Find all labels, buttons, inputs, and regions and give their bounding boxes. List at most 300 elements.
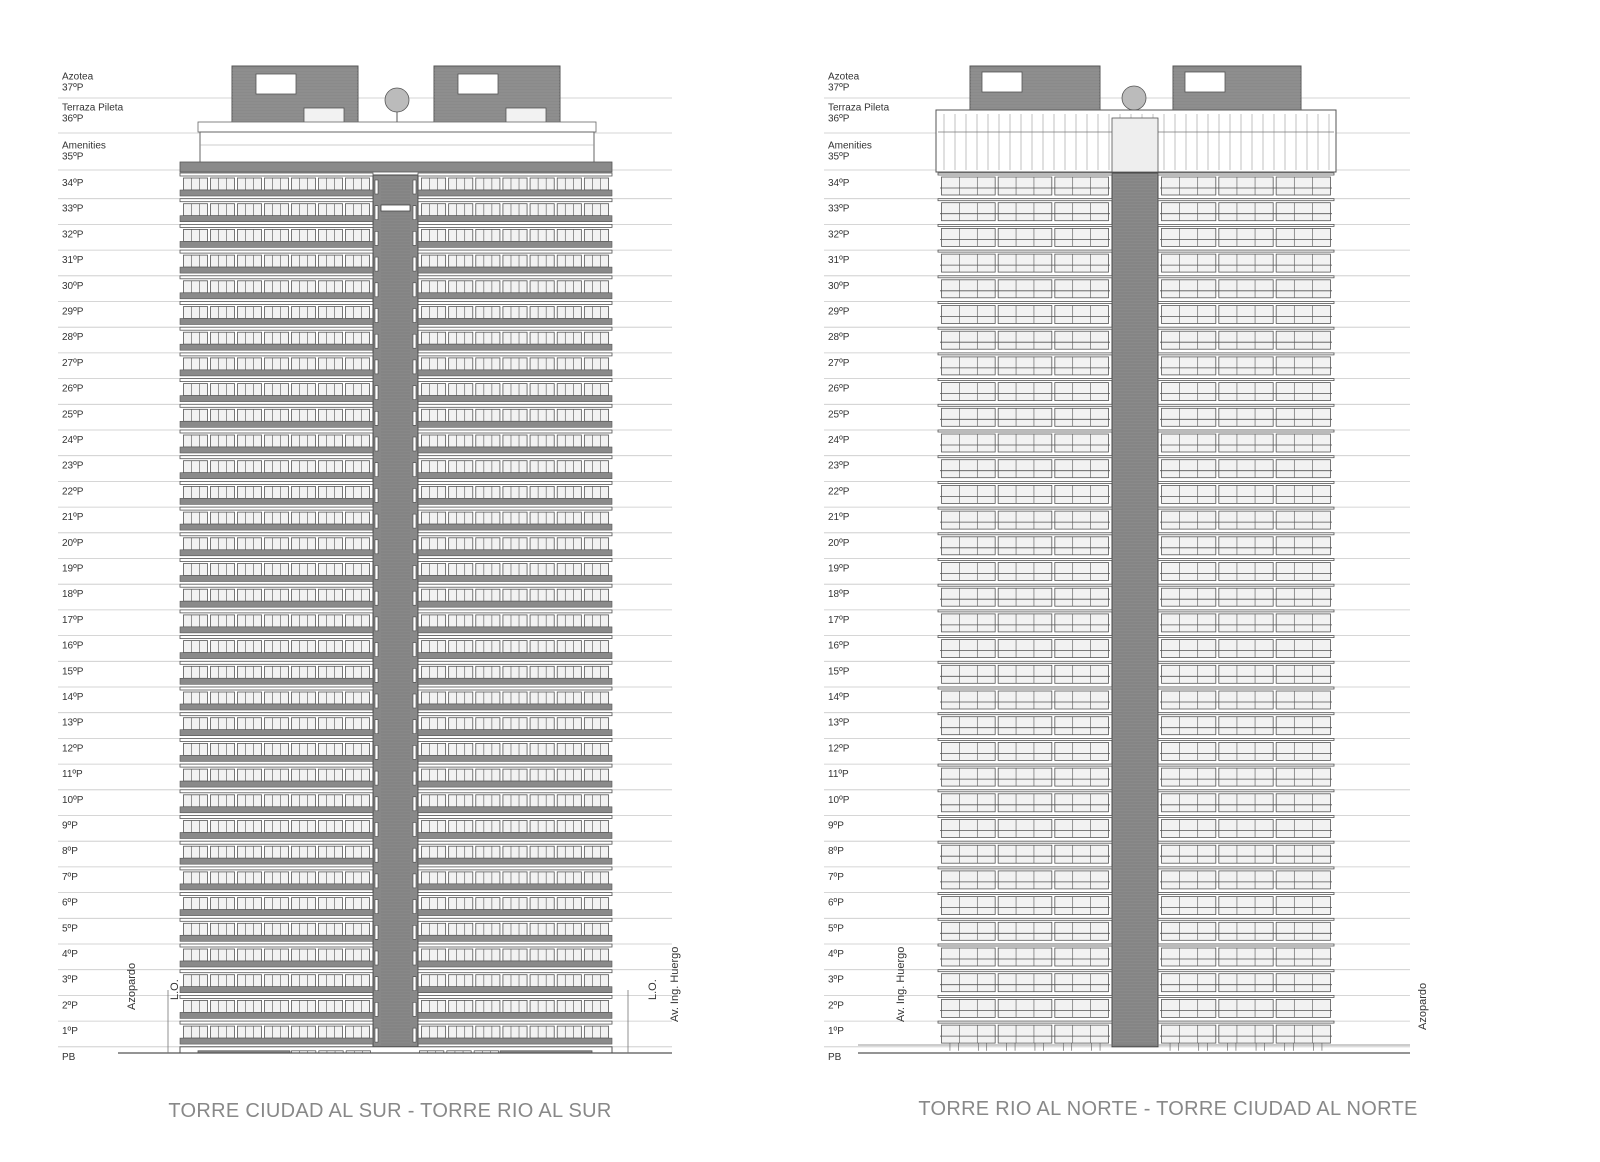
window-bay xyxy=(449,846,473,858)
window-bay xyxy=(942,357,996,375)
window-bay xyxy=(1276,537,1330,555)
window-bay xyxy=(1219,563,1273,581)
level-label-line: 12ºP xyxy=(62,743,84,755)
slab-edge xyxy=(180,918,373,921)
slab-edge xyxy=(180,893,373,896)
window-bay xyxy=(346,461,370,473)
window-bay xyxy=(1162,511,1216,529)
window-bay xyxy=(942,820,996,838)
window-bay xyxy=(530,975,554,987)
window-bay xyxy=(1162,948,1216,966)
window-bay xyxy=(449,538,473,550)
window-bay xyxy=(292,512,316,524)
slab-edge xyxy=(180,456,373,459)
slab-edge xyxy=(938,250,1112,252)
slab-edge xyxy=(418,636,612,639)
window-bay xyxy=(211,332,235,344)
slab-edge xyxy=(180,970,373,973)
slab-edge xyxy=(180,661,373,664)
slab-edge xyxy=(418,584,612,587)
level-label-line: 15ºP xyxy=(62,666,84,678)
window-bay xyxy=(292,384,316,396)
balcony-railing xyxy=(418,241,612,247)
window-bay xyxy=(476,1000,500,1012)
core-slot xyxy=(413,437,416,451)
level-label xyxy=(828,178,850,189)
core-slot xyxy=(375,334,378,348)
window-bay xyxy=(476,949,500,961)
window-bay xyxy=(998,922,1052,940)
street-label-left xyxy=(895,947,907,1022)
window-bay xyxy=(211,641,235,653)
balcony-railing xyxy=(418,550,612,556)
level-label-line: 17ºP xyxy=(62,614,84,626)
level-label xyxy=(828,384,850,395)
window-bay xyxy=(942,383,996,401)
window-bay xyxy=(265,589,289,601)
slab-edge xyxy=(938,764,1112,766)
slab-edge xyxy=(1158,584,1334,586)
window-bay xyxy=(422,409,446,421)
window-bay xyxy=(238,975,262,987)
window-bay xyxy=(422,666,446,678)
window-bay xyxy=(184,718,208,730)
window-bay xyxy=(530,898,554,910)
window-bay xyxy=(211,821,235,833)
balcony-railing xyxy=(418,961,612,967)
window-bay xyxy=(1219,177,1273,195)
window-bay xyxy=(1055,922,1109,940)
window-bay xyxy=(449,769,473,781)
window-bay xyxy=(211,1026,235,1038)
balcony-railing xyxy=(180,781,373,787)
elevation-north xyxy=(824,66,1429,1120)
window-bay xyxy=(265,1026,289,1038)
window-bay xyxy=(319,666,343,678)
lo-marker-left: L.O. xyxy=(169,979,181,1000)
window-bay xyxy=(1219,742,1273,760)
window-bay xyxy=(292,1000,316,1012)
window-bay xyxy=(1055,254,1109,272)
window-bay xyxy=(557,949,581,961)
window-bay xyxy=(998,203,1052,221)
window-bay xyxy=(449,975,473,987)
window-bay xyxy=(557,692,581,704)
slab-edge xyxy=(1158,816,1334,818)
street-label-right xyxy=(669,947,681,1022)
slab-edge xyxy=(180,353,373,356)
slab-edge xyxy=(180,302,373,305)
level-label-line: 24ºP xyxy=(828,435,850,446)
window-bay xyxy=(998,665,1052,683)
window-bay xyxy=(584,486,608,498)
balcony-railing xyxy=(418,319,612,325)
window-bay xyxy=(584,255,608,267)
window-bay xyxy=(346,769,370,781)
window-bay xyxy=(1219,640,1273,658)
window-bay xyxy=(265,332,289,344)
window-bay xyxy=(265,718,289,730)
level-label-line: 4ºP xyxy=(62,949,78,960)
window-bay xyxy=(1276,897,1330,915)
window-bay xyxy=(1162,871,1216,889)
window-bay xyxy=(557,641,581,653)
level-label xyxy=(62,846,78,857)
window-bay xyxy=(292,795,316,807)
level-label xyxy=(62,1000,78,1011)
window-bay xyxy=(292,923,316,935)
window-bay xyxy=(584,641,608,653)
window-bay xyxy=(449,666,473,678)
window-bay xyxy=(346,307,370,319)
balcony-railing xyxy=(180,498,373,504)
slab-edge xyxy=(938,636,1112,638)
window-bay xyxy=(346,512,370,524)
window-bay xyxy=(1219,820,1273,838)
window-bay xyxy=(1162,434,1216,452)
core-slot xyxy=(413,231,416,245)
core-slot xyxy=(413,797,416,811)
window-bay xyxy=(476,204,500,216)
window-bay xyxy=(449,898,473,910)
level-label-line: 19ºP xyxy=(62,563,84,575)
core-slot xyxy=(413,720,416,734)
window-bay xyxy=(530,769,554,781)
window-bay xyxy=(584,1000,608,1012)
balcony-railing xyxy=(418,447,612,453)
window-bay xyxy=(184,332,208,344)
slab-edge xyxy=(1158,327,1334,329)
window-bay xyxy=(476,975,500,987)
window-bay xyxy=(1162,897,1216,915)
window-bay xyxy=(346,178,370,190)
window-bay xyxy=(584,589,608,601)
slab-edge xyxy=(180,790,373,793)
level-label-line: 14ºP xyxy=(828,692,850,703)
window-bay xyxy=(211,486,235,498)
level-label xyxy=(828,512,850,523)
core-slot xyxy=(375,180,378,194)
window-bay xyxy=(184,229,208,241)
window-bay xyxy=(184,769,208,781)
balcony-railing xyxy=(418,576,612,582)
window-bay xyxy=(1162,331,1216,349)
level-label xyxy=(828,615,850,626)
window-bay xyxy=(211,307,235,319)
level-label-line: 23ºP xyxy=(62,460,84,472)
window-bay xyxy=(184,1026,208,1038)
window-bay xyxy=(503,1026,527,1038)
window-bay xyxy=(557,975,581,987)
window-bay xyxy=(265,384,289,396)
window-bay xyxy=(557,898,581,910)
window-bay xyxy=(1055,588,1109,606)
window-bay xyxy=(998,177,1052,195)
window-bay xyxy=(319,538,343,550)
window-bay xyxy=(449,743,473,755)
window-bay xyxy=(1055,717,1109,735)
window-bay xyxy=(1162,460,1216,478)
window-bay xyxy=(1055,691,1109,709)
balcony-railing xyxy=(180,344,373,350)
level-label xyxy=(828,538,850,549)
level-label xyxy=(828,949,844,960)
slab-edge xyxy=(418,661,612,664)
window-bay xyxy=(319,975,343,987)
window-bay xyxy=(557,307,581,319)
window-bay xyxy=(557,435,581,447)
window-bay xyxy=(530,178,554,190)
slab-edge xyxy=(1158,276,1334,278)
balcony-railing xyxy=(180,601,373,607)
window-bay xyxy=(238,641,262,653)
window-bay xyxy=(292,178,316,190)
balcony-railing xyxy=(418,884,612,890)
window-bay xyxy=(503,641,527,653)
window-bay xyxy=(1219,331,1273,349)
window-bay xyxy=(422,795,446,807)
window-bay xyxy=(422,281,446,293)
window-bay xyxy=(292,486,316,498)
slab-edge xyxy=(938,456,1112,458)
window-bay xyxy=(184,1000,208,1012)
window-bay xyxy=(530,204,554,216)
window-bay xyxy=(942,845,996,863)
street-label-right xyxy=(1417,983,1429,1030)
window-bay xyxy=(265,461,289,473)
level-label xyxy=(62,255,84,266)
slab-edge xyxy=(418,430,612,433)
window-bay xyxy=(265,615,289,627)
window-bay xyxy=(265,409,289,421)
window-bay xyxy=(1219,974,1273,992)
slab-edge xyxy=(180,250,373,253)
level-label xyxy=(828,1000,844,1011)
window-bay xyxy=(346,949,370,961)
level-label xyxy=(62,795,84,806)
level-label xyxy=(828,666,850,677)
window-bay xyxy=(238,461,262,473)
slab-edge xyxy=(1158,559,1334,561)
window-bay xyxy=(503,255,527,267)
level-label xyxy=(828,1026,844,1037)
window-bay xyxy=(292,332,316,344)
window-bay xyxy=(1055,948,1109,966)
window-bay xyxy=(998,691,1052,709)
window-bay xyxy=(238,666,262,678)
level-label-line: 16ºP xyxy=(62,640,84,652)
window-bay xyxy=(476,795,500,807)
window-bay xyxy=(346,538,370,550)
level-label-line: 36ºP xyxy=(828,113,850,125)
window-bay xyxy=(238,769,262,781)
slab-edge xyxy=(1158,533,1334,535)
window-bay xyxy=(476,769,500,781)
window-bay xyxy=(1276,511,1330,529)
window-bay xyxy=(319,872,343,884)
window-bay xyxy=(1219,408,1273,426)
window-bay xyxy=(1162,794,1216,812)
balcony-railing xyxy=(180,576,373,582)
level-label-line: 27ºP xyxy=(62,357,84,369)
slab-edge xyxy=(180,533,373,536)
window-bay xyxy=(557,255,581,267)
street-name-huergo: Av. Ing. Huergo xyxy=(895,946,907,1022)
window-bay xyxy=(1276,999,1330,1017)
slab-edge xyxy=(418,1021,612,1024)
window-bay xyxy=(449,692,473,704)
balcony-railing xyxy=(418,755,612,761)
window-bay xyxy=(998,408,1052,426)
level-label-line: 7ºP xyxy=(828,871,844,883)
window-bay xyxy=(998,434,1052,452)
level-label xyxy=(62,384,84,395)
window-bay xyxy=(998,460,1052,478)
slab-edge xyxy=(180,404,373,407)
window-bay xyxy=(557,204,581,216)
window-bay xyxy=(584,898,608,910)
window-bay xyxy=(998,768,1052,786)
rooftop-vent xyxy=(982,72,1022,92)
level-label xyxy=(62,307,84,318)
window-bay xyxy=(503,795,527,807)
window-bay xyxy=(265,307,289,319)
core-slot xyxy=(375,900,378,914)
window-bay xyxy=(1055,228,1109,246)
balcony-railing xyxy=(418,833,612,839)
window-bay xyxy=(476,821,500,833)
window-bay xyxy=(476,589,500,601)
window-bay xyxy=(422,1000,446,1012)
slab-edge xyxy=(938,893,1112,895)
level-label-line: 32ºP xyxy=(62,229,84,241)
level-label-line: PB xyxy=(828,1051,842,1063)
window-bay xyxy=(1219,485,1273,503)
window-bay xyxy=(422,461,446,473)
level-label xyxy=(828,641,850,652)
level-label-line: 33ºP xyxy=(62,203,84,215)
window-bay xyxy=(265,795,289,807)
level-label-line: Amenities xyxy=(828,140,872,152)
balcony-railing xyxy=(180,935,373,941)
window-bay xyxy=(584,564,608,576)
slab-edge xyxy=(180,687,373,690)
window-bay xyxy=(476,718,500,730)
window-bay xyxy=(557,718,581,730)
window-bay xyxy=(422,358,446,370)
level-label xyxy=(62,72,94,94)
window-bay xyxy=(346,692,370,704)
window-bay xyxy=(265,255,289,267)
core-slot xyxy=(375,283,378,297)
window-bay xyxy=(265,435,289,447)
window-bay xyxy=(422,307,446,319)
level-label xyxy=(62,409,84,420)
window-bay xyxy=(584,435,608,447)
window-bay xyxy=(557,332,581,344)
window-bay xyxy=(184,307,208,319)
level-label xyxy=(828,846,844,857)
slab-edge xyxy=(1158,353,1334,355)
window-bay xyxy=(942,691,996,709)
window-bay xyxy=(1276,280,1330,298)
window-bay xyxy=(584,821,608,833)
slab-edge xyxy=(180,764,373,767)
window-bay xyxy=(530,949,554,961)
window-bay xyxy=(292,358,316,370)
level-label xyxy=(62,666,84,677)
window-bay xyxy=(422,692,446,704)
level-label xyxy=(62,975,78,986)
core-slot xyxy=(375,643,378,657)
level-label-line: 11ºP xyxy=(62,769,83,781)
window-bay xyxy=(346,975,370,987)
window-bay xyxy=(584,461,608,473)
balcony-railing xyxy=(418,498,612,504)
core-slot xyxy=(413,283,416,297)
level-label-line: 23ºP xyxy=(828,460,850,472)
level-label xyxy=(62,178,84,189)
slab-edge xyxy=(418,559,612,562)
window-bay xyxy=(1276,254,1330,272)
window-bay xyxy=(530,872,554,884)
level-label xyxy=(828,281,850,292)
window-bay xyxy=(998,742,1052,760)
window-bay xyxy=(1219,845,1273,863)
level-label-line: 1ºP xyxy=(62,1026,78,1038)
window-bay xyxy=(319,204,343,216)
level-label-line: 34ºP xyxy=(62,178,84,189)
window-bay xyxy=(584,795,608,807)
balcony-railing xyxy=(180,884,373,890)
slab-edge xyxy=(418,867,612,870)
window-bay xyxy=(238,307,262,319)
window-bay xyxy=(1162,357,1216,375)
window-bay xyxy=(1219,794,1273,812)
slab-edge xyxy=(1158,738,1334,740)
window-bay xyxy=(292,692,316,704)
amenities-slab xyxy=(180,162,612,172)
window-bay xyxy=(292,949,316,961)
balcony-railing xyxy=(418,678,612,684)
window-bay xyxy=(476,641,500,653)
window-bay xyxy=(503,666,527,678)
window-bay xyxy=(422,512,446,524)
slab-edge xyxy=(1158,302,1334,304)
window-bay xyxy=(503,178,527,190)
slab-edge xyxy=(938,995,1112,997)
slab-edge xyxy=(180,713,373,716)
window-bay xyxy=(292,615,316,627)
level-label-line: 6ºP xyxy=(828,897,844,909)
level-label-line: 25ºP xyxy=(62,409,84,421)
core-slot xyxy=(413,694,416,708)
window-bay xyxy=(1055,768,1109,786)
window-bay xyxy=(530,615,554,627)
window-bay xyxy=(449,229,473,241)
window-bay xyxy=(942,485,996,503)
window-bay xyxy=(476,692,500,704)
slab-edge xyxy=(1158,173,1334,175)
level-label xyxy=(828,307,850,318)
window-bay xyxy=(265,846,289,858)
window-bay xyxy=(1055,742,1109,760)
balcony-railing xyxy=(180,524,373,530)
slab-edge xyxy=(938,404,1112,406)
window-bay xyxy=(1219,280,1273,298)
balcony-railing xyxy=(418,473,612,479)
window-bay xyxy=(584,358,608,370)
